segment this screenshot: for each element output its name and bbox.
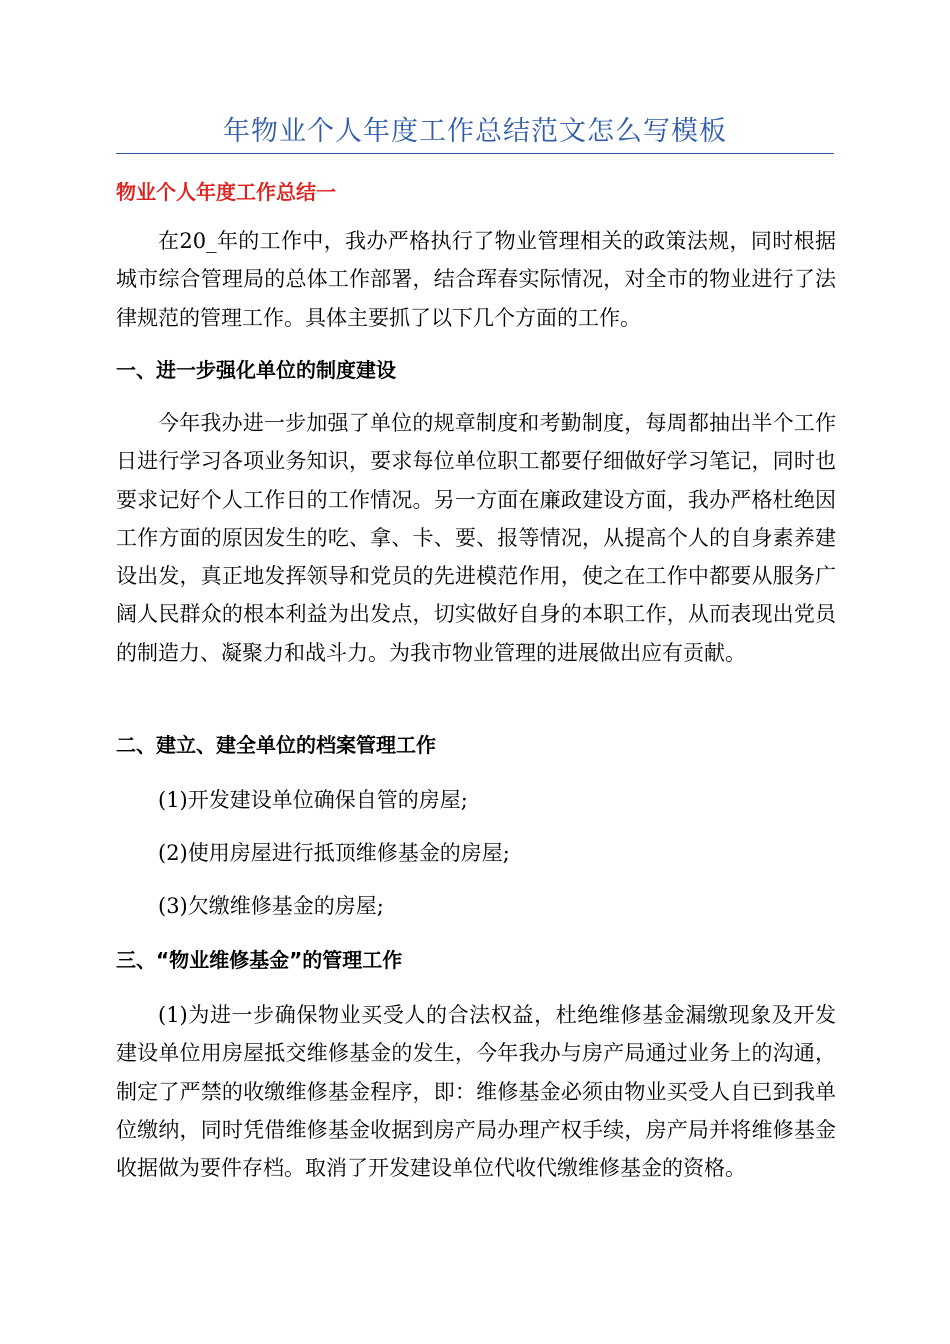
section-title: 物业个人年度工作总结一 [116, 180, 336, 204]
heading-3: 三、“物业维修基金”的管理工作 [116, 948, 403, 972]
title-underline [116, 153, 834, 154]
list-item: (1)开发建设单位确保自管的房屋; [158, 788, 468, 812]
intro-paragraph: 在20_年的工作中，我办严格执行了物业管理相关的政策法规，同时根据城市综合管理局的总体工作部署，结合珲春实际情况，对全市的物业进行了法律规范的管理工作。具体主要抓了以下几个方面的工作。 [116, 229, 836, 330]
document-title: 年物业个人年度工作总结范文怎么写模板 [223, 116, 727, 147]
section-3-paragraph: (1)为进一步确保物业买受人的合法权益，杜绝维修基金漏缴现象及开发建设单位用房屋抵交维修基金的发生，今年我办与房产局通过业务上的沟通，制定了严禁的收缴维修基金程序，即：维修基金必须由物业买受人自已到我单位缴纳，同时凭借维修基金收据到房产局办理产权手续，房产局并将维修基金收据做为要件存档。取消了开发建设单位代收代缴维修基金的资格。 [116, 1003, 836, 1181]
heading-1: 一、进一步强化单位的制度建设 [116, 358, 396, 382]
heading-2: 二、建立、建全单位的档案管理工作 [116, 733, 436, 757]
section-1-paragraph: 今年我办进一步加强了单位的规章制度和考勤制度，每周都抽出半个工作日进行学习各项业务知识，要求每位单位职工都要仔细做好学习笔记，同时也要求记好个人工作日的工作情况。另一方面在廉政建设方面，我办严格杜绝因工作方面的原因发生的吃、拿、卡、要、报等情况，从提高个人的自身素养建设出发，真正地发挥领导和党员的先进模范作用，使之在工作中都要从服务广阔人民群众的根本利益为出发点，切实做好自身的本职工作，从而表现出党员的制造力、凝聚力和战斗力。为我市物业管理的进展做出应有贡献。 [116, 411, 836, 665]
list-item: (2)使用房屋进行抵顶维修基金的房屋; [158, 841, 510, 865]
list-item: (3)欠缴维修基金的房屋; [158, 894, 384, 918]
